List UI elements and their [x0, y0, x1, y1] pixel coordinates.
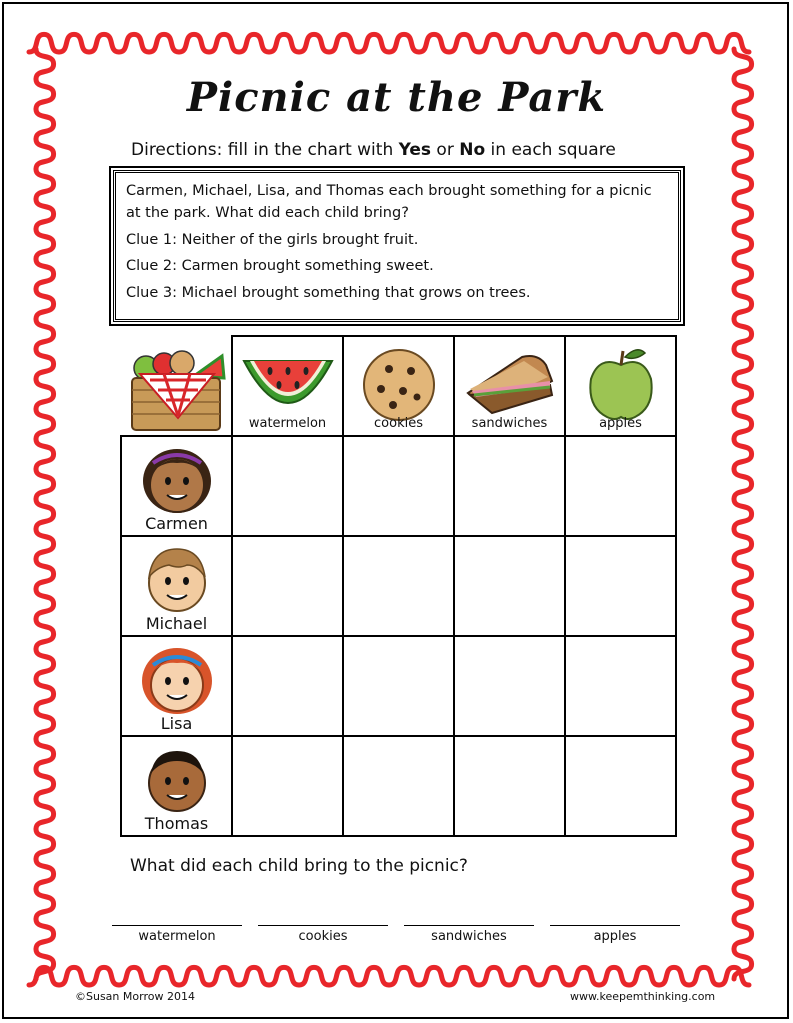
answer-line-sandwiches[interactable]: sandwiches — [404, 925, 534, 944]
page-title: Picnic at the Park — [186, 74, 607, 121]
grid-cell[interactable] — [232, 636, 343, 736]
clue-box — [113, 170, 681, 322]
kid-header-lisa — [121, 636, 232, 736]
girl-face-icon — [139, 443, 215, 515]
clue-intro: Carmen, Michael, Lisa, and Thomas each brought something for a picnic at the park. What did each child bring? — [126, 183, 652, 222]
watermelon-icon — [238, 349, 338, 419]
kid-header-michael — [121, 536, 232, 636]
clue-3: Clue 3: Michael brought something that grows on trees. — [126, 284, 531, 301]
food-header-apples — [565, 336, 676, 436]
logic-grid — [120, 335, 677, 837]
food-header-cookies — [343, 336, 454, 436]
kid-label: Lisa — [160, 714, 193, 733]
kid-label: Carmen — [145, 514, 208, 533]
food-header-sandwiches — [454, 336, 565, 436]
sandwich-icon — [462, 351, 558, 417]
grid-cell[interactable] — [232, 736, 343, 836]
kid-header-thomas — [121, 736, 232, 836]
kid-header-carmen — [121, 436, 232, 536]
apple-icon — [583, 345, 659, 421]
grid-cell[interactable] — [232, 536, 343, 636]
yes-word: Yes — [398, 140, 432, 160]
grid-cell[interactable] — [565, 636, 676, 736]
grid-cell[interactable] — [565, 736, 676, 836]
grid-cell[interactable] — [454, 436, 565, 536]
food-label: watermelon — [248, 416, 327, 431]
picnic-basket-cell — [121, 336, 232, 436]
grid-cell[interactable] — [232, 436, 343, 536]
grid-cell[interactable] — [343, 536, 454, 636]
answer-line-cookies[interactable]: cookies — [258, 925, 388, 944]
boy-face-icon — [139, 743, 215, 815]
clue-1: Clue 1: Neither of the girls brought fruit. — [126, 231, 419, 248]
cookie-icon — [359, 347, 439, 423]
answer-line-watermelon[interactable]: watermelon — [112, 925, 242, 944]
food-header-watermelon — [232, 336, 343, 436]
no-word: No — [459, 140, 486, 160]
answer-line-apples[interactable]: apples — [550, 925, 680, 944]
food-label: apples — [599, 416, 642, 431]
question-text: What did each child bring to the picnic? — [130, 856, 468, 876]
copyright-text: ©Susan Morrow 2014 — [75, 990, 195, 1003]
girl-face-icon — [139, 643, 215, 715]
grid-cell[interactable] — [343, 436, 454, 536]
boy-face-icon — [139, 543, 215, 615]
clue-2: Clue 2: Carmen brought something sweet. — [126, 258, 434, 275]
website-link[interactable]: www.keepemthinking.com — [570, 990, 716, 1003]
food-label: sandwiches — [471, 416, 548, 431]
grid-cell[interactable] — [454, 736, 565, 836]
grid-cell[interactable] — [343, 636, 454, 736]
picnic-basket-icon — [124, 344, 228, 436]
grid-cell[interactable] — [454, 536, 565, 636]
food-label: cookies — [374, 416, 423, 431]
kid-label: Michael — [145, 614, 208, 633]
grid-cell[interactable] — [565, 536, 676, 636]
directions-text: Directions: fill in the chart with Yes or No in each square — [131, 140, 616, 160]
grid-cell[interactable] — [565, 436, 676, 536]
kid-label: Thomas — [144, 814, 209, 833]
grid-cell[interactable] — [454, 636, 565, 736]
grid-cell[interactable] — [343, 736, 454, 836]
